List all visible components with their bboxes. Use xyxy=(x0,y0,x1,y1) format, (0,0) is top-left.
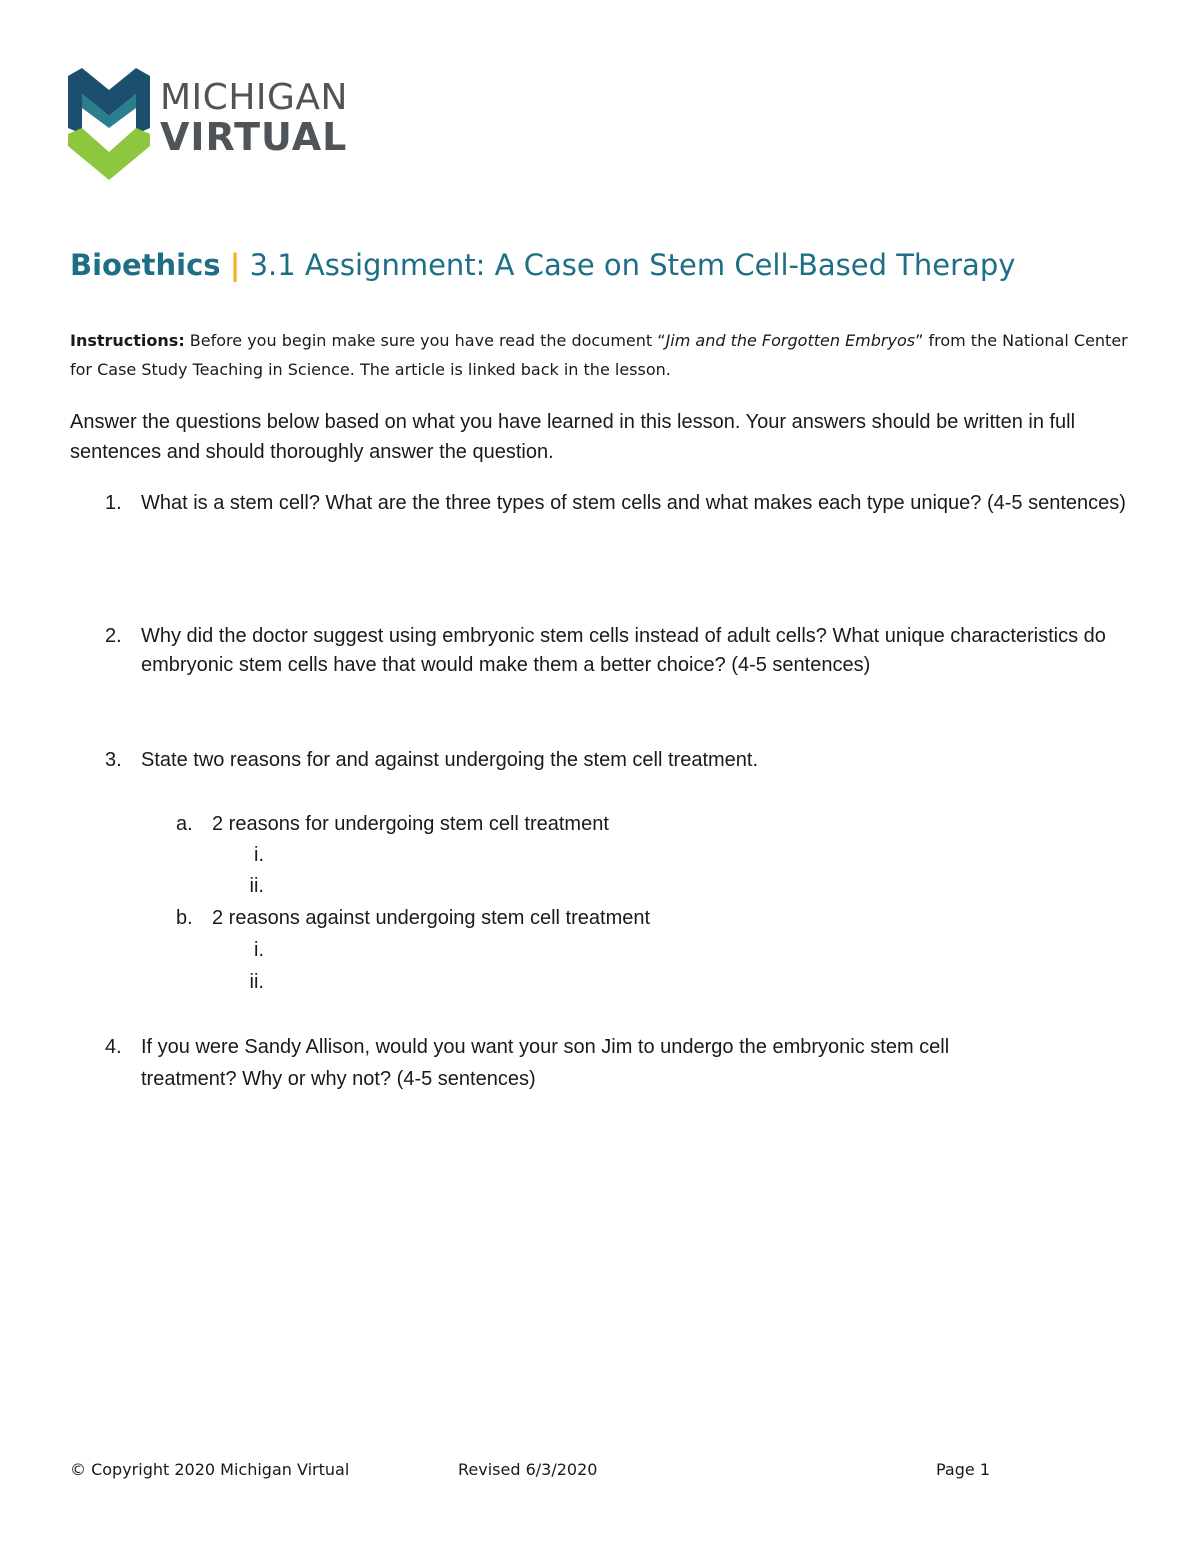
question-text: State two reasons for and against undergoing the stem cell treatment. xyxy=(141,749,759,771)
footer-revised: Revised 6/3/2020 xyxy=(458,1460,598,1479)
sub-item-b-i: i. xyxy=(254,939,264,961)
sub-item-a-i: i. xyxy=(254,844,264,866)
page-title xyxy=(70,248,1015,283)
instructions-text-before: Before you begin make sure you have read the document “ xyxy=(184,331,666,350)
sub-item-a-ii: ii. xyxy=(249,875,264,897)
logo-mark-icon xyxy=(68,68,150,183)
sub-item-letter: b. xyxy=(176,907,193,929)
sub-item-text: 2 reasons against undergoing stem cell treatment xyxy=(212,907,651,929)
question-number: 2. xyxy=(105,625,122,647)
document-title: Jim and the Forgotten Embryos xyxy=(665,331,916,350)
title-separator: | xyxy=(229,248,241,282)
course-name: Bioethics xyxy=(70,248,221,282)
instructions-paragraph xyxy=(70,326,1130,384)
question-text: If you were Sandy Allison, would you want your son Jim to undergo the embryonic stem cell treatment? Why or why not? (4-5 sentences) xyxy=(141,1036,950,1090)
sub-item-letter: a. xyxy=(176,813,193,835)
logo-line-2: VIRTUAL xyxy=(160,115,348,159)
instructions-text-after: ” from the National Center for Case Study Teaching in Science. The article is linked back in the lesson. xyxy=(70,331,1128,379)
michigan-virtual-logo xyxy=(68,68,368,183)
logo-line-1: MICHIGAN xyxy=(160,77,348,118)
question-number: 3. xyxy=(105,749,122,771)
footer-page-number: Page 1 xyxy=(936,1460,990,1479)
instructions-label: Instructions: xyxy=(70,331,185,350)
sub-item-text: 2 reasons for undergoing stem cell treatment xyxy=(212,813,609,835)
question-text: Why did the doctor suggest using embryonic stem cells instead of adult cells? What unique characteristics do embryonic stem cells have that would make them a better choice? (4-5 sentences) xyxy=(141,625,1106,676)
question-text: What is a stem cell? What are the three types of stem cells and what makes each type unique? (4-5 sentences) xyxy=(141,492,1126,514)
question-number: 4. xyxy=(105,1036,122,1058)
question-number: 1. xyxy=(105,492,122,514)
footer-copyright: © Copyright 2020 Michigan Virtual xyxy=(70,1460,350,1479)
intro-paragraph: Answer the questions below based on what you have learned in this lesson. Your answers should be written in full sentences and should thoroughly answer the question. xyxy=(70,411,1076,463)
sub-item-b-ii: ii. xyxy=(249,971,264,993)
assignment-name: 3.1 Assignment: A Case on Stem Cell-Based Therapy xyxy=(249,248,1016,282)
